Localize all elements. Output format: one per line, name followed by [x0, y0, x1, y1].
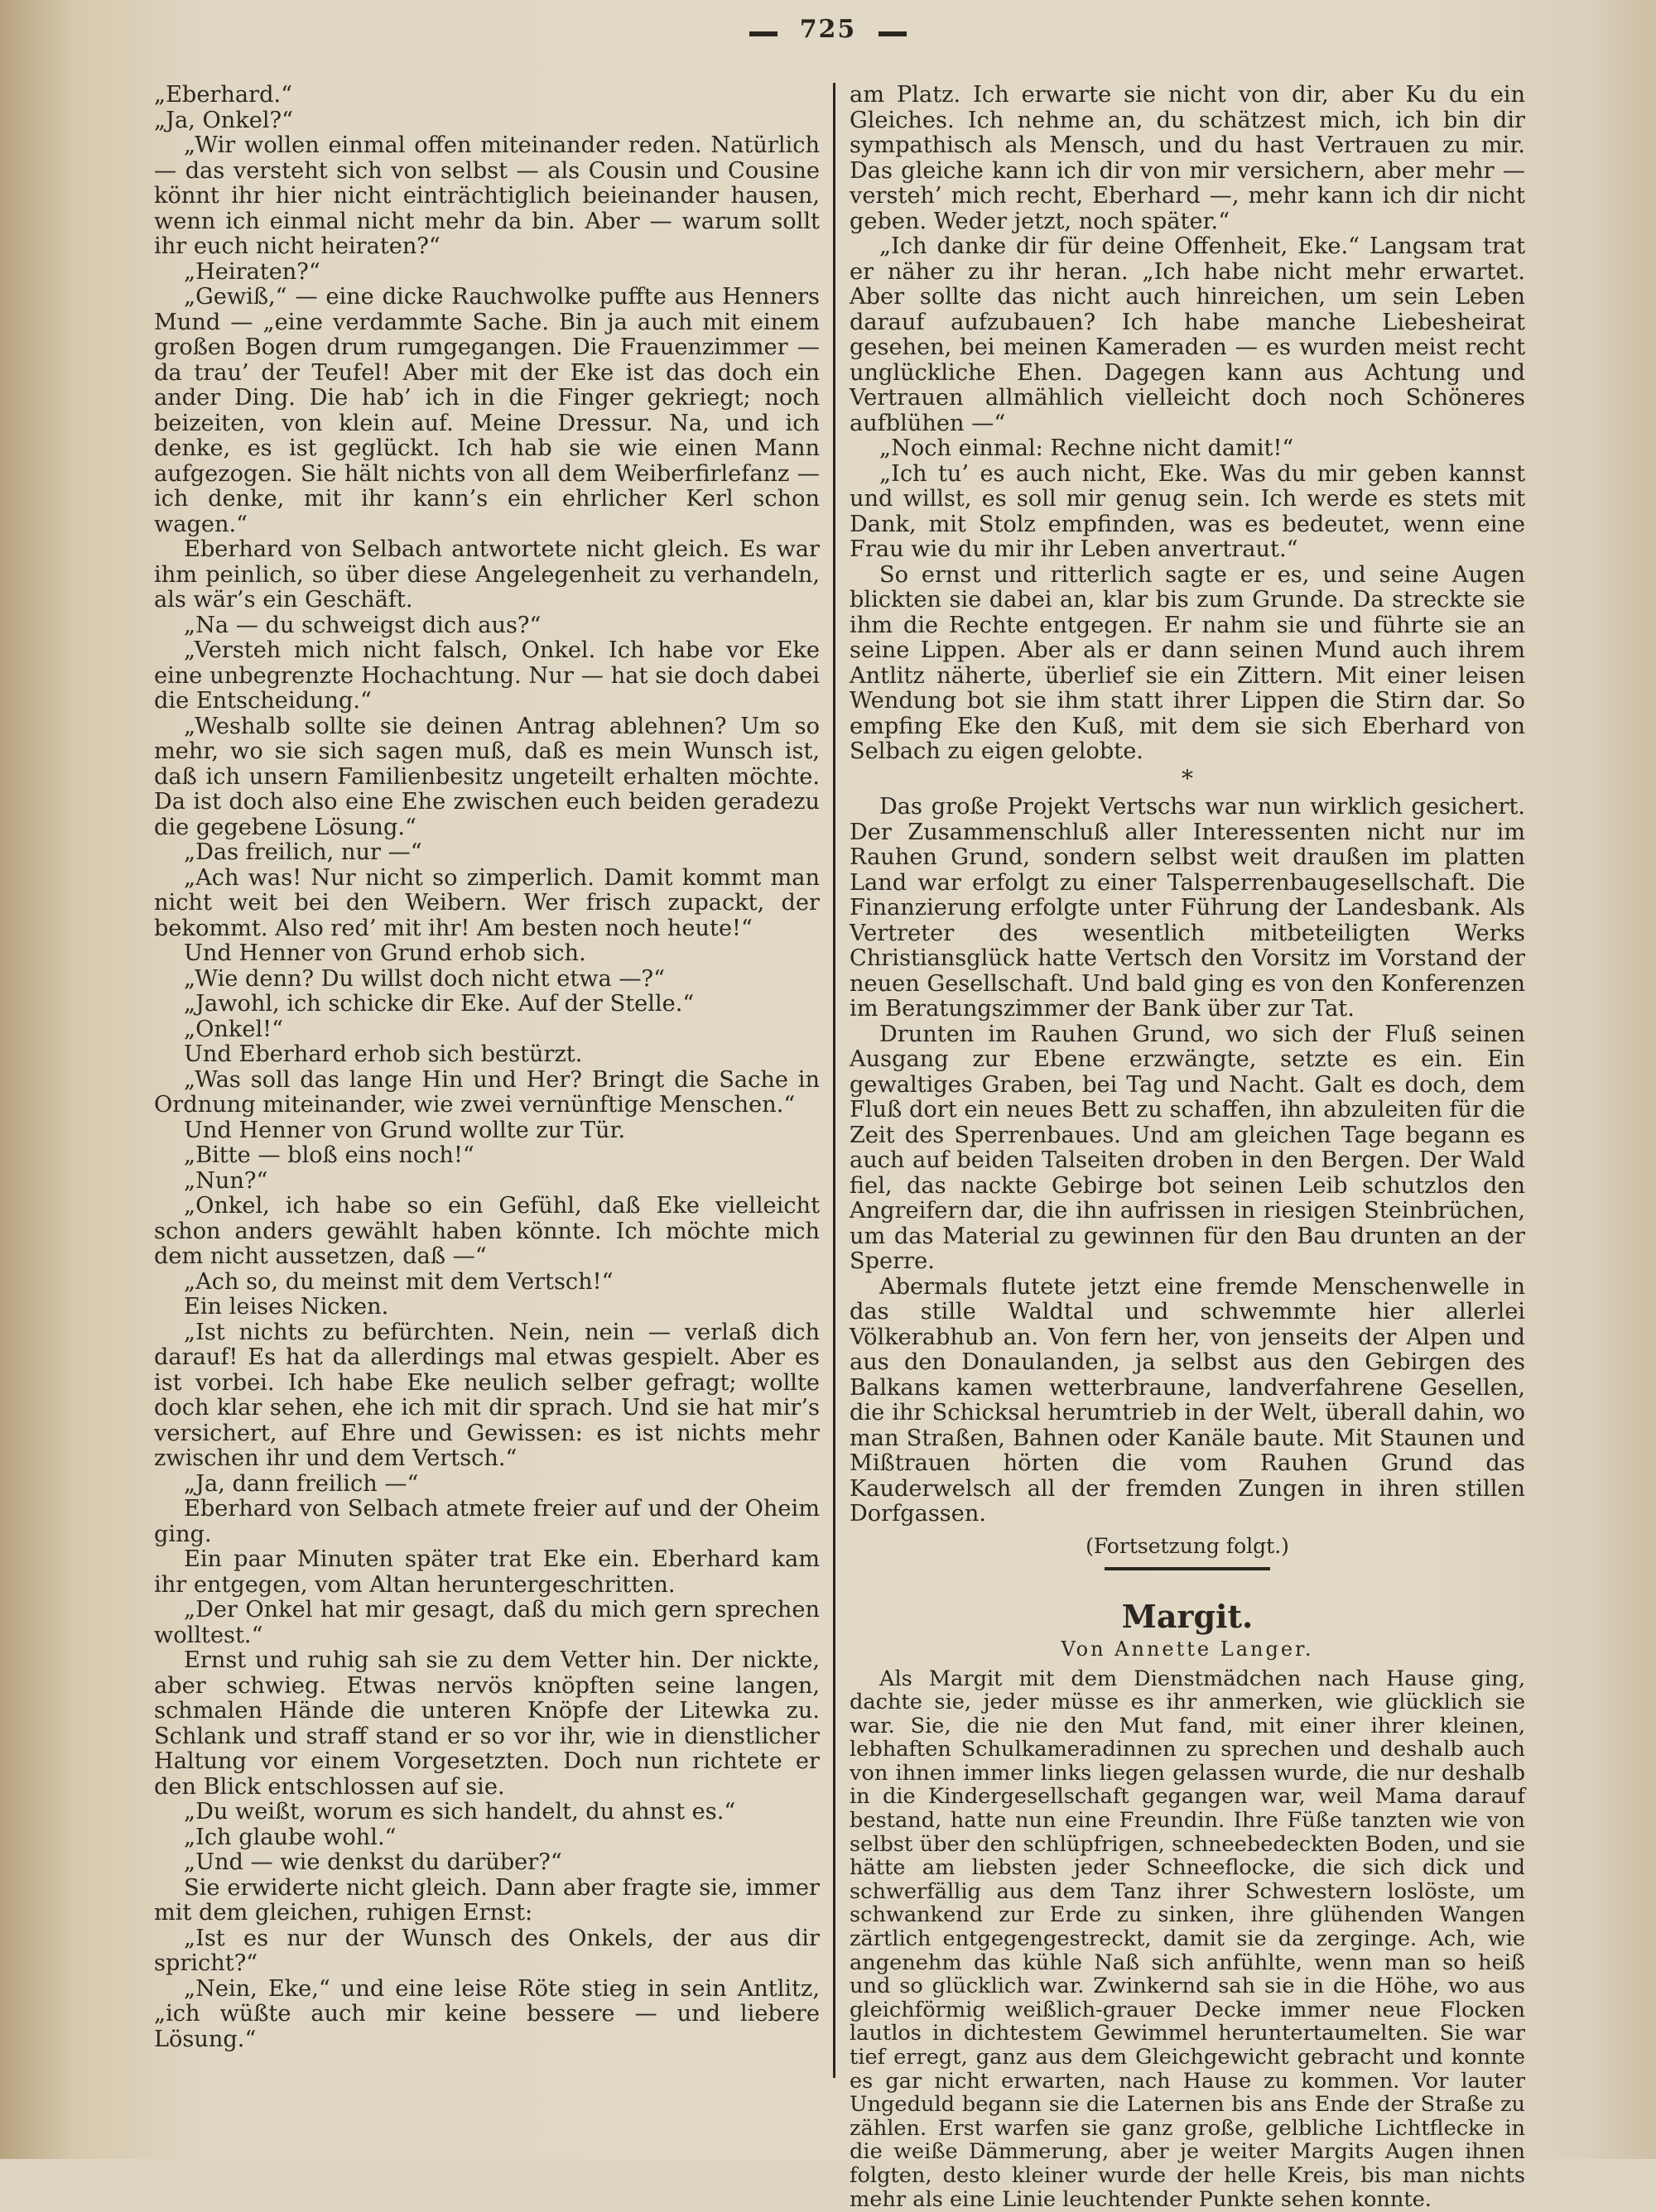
continued-note: (Fortsetzung folgt.): [1086, 1533, 1289, 1558]
paragraph: „Und — wie denkst du darüber?“: [184, 1849, 562, 1875]
paragraph: „Versteh mich nicht falsch, Onkel. Ich habe vor Eke eine unbegrenzte Hochachtung. Nur — hat sie doch dabei die Entscheidung.“: [154, 637, 820, 714]
paragraph: „Ist es nur der Wunsch des Onkels, der aus dir spricht?“: [154, 1925, 820, 1976]
right-column: [850, 83, 1525, 2211]
header-dash-left: [749, 31, 777, 36]
paragraph: „Jawohl, ich schicke dir Eke. Auf der Stelle.“: [184, 991, 695, 1017]
paragraph: „Was soll das lange Hin und Her? Bringt die Sache in Ordnung miteinander, wie zwei vernünftige Menschen.“: [154, 1066, 820, 1118]
paragraph: „Gewiß,“ — eine dicke Rauchwolke puffte aus Henners Mund — „eine verdammte Sache. Bin ja auch mit einem großen Bogen drum rumgegangen. Die Frauenzimmer — da trau’ der Teufel! Aber mit der Eke ist das doch ein ander Ding. Die hab’ ich in die Finger gekriegt; noch beizeiten, von klein auf. Meine Dressur. Na, und ich denke, es ist geglückt. Ich hab sie wie einen Mann aufgezogen. Sie hält nichts von all dem Weiberfirlefanz — ich denke, mit ihr kann’s ein ehrlicher Kerl schon wagen.“: [154, 284, 820, 537]
paragraph: „Nein, Eke,“ und eine leise Röte stieg in sein Antlitz, „ich wüßte auch mir keine bessere — und liebere Lösung.“: [154, 1975, 820, 2052]
paragraph: Das große Projekt Vertschs war nun wirklich gesichert. Der Zusammenschluß aller Interessenten nicht nur im Rauhen Grund, sondern selbst weit draußen im platten Land war erfolgt zu einer Talsperrenbaugesellschaft. Die Finanzierung erfolgte unter Führung der Landesbank. Als Vertreter des wesentlich mitbeteiligten Werks Christiansglück hatte Vertsch den Vorsitz im Vorstand der neuen Gesellschaft. Und bald ging es von den Konferenzen im Beratungszimmer der Bank über zur Tat.: [850, 794, 1525, 1022]
paragraph: „Ach so, du meinst mit dem Vertsch!“: [184, 1268, 614, 1295]
paragraph: „Na — du schweigst dich aus?“: [184, 612, 542, 638]
paragraph: „Ach was! Nur nicht so zimperlich. Damit kommt man nicht weit bei den Weibern. Wer frisch zupackt, der bekommt. Also red’ mit ihr! Am besten noch heute!“: [154, 864, 820, 941]
paragraph: „Onkel!“: [184, 1016, 283, 1042]
paragraph: „Der Onkel hat mir gesagt, daß du mich gern sprechen wolltest.“: [154, 1597, 820, 1648]
paragraph: Eberhard von Selbach antwortete nicht gleich. Es war ihm peinlich, so über diese Angelegenheit zu verhandeln, als wär’s ein Geschäft.: [154, 536, 820, 613]
paragraph: „Weshalb sollte sie deinen Antrag ablehnen? Um so mehr, wo sie sich sagen muß, daß es mein Wunsch ist, daß ich unsern Familienbesitz ungeteilt erhalten möchte. Da ist doch also eine Ehe zwischen euch beiden geradezu die gegebene Lösung.“: [154, 713, 820, 840]
page-number: 725: [799, 15, 857, 44]
paragraph: „Ist nichts zu befürchten. Nein, nein — verlaß dich darauf! Es hat da allerdings mal etwas gespielt. Aber es ist vorbei. Ich habe Eke neulich selber gefragt; wollte doch klar sehen, ehe ich mit dir sprach. Und sie hat mir’s versichert, auf Ehre und Gewissen: es ist nichts mehr zwischen ihr und dem Vertsch.“: [154, 1319, 820, 1471]
paragraph: „Wir wollen einmal offen miteinander reden. Natürlich — das versteht sich von selbst — als Cousin und Cousine könnt ihr hier nicht einträchtiglich beieinander hausen, wenn ich einmal nicht mehr da bin. Aber — warum sollt ihr euch nicht heiraten?“: [154, 132, 820, 259]
paragraph: Eberhard von Selbach atmete freier auf und der Oheim ging.: [154, 1496, 820, 1547]
story-body: [850, 1667, 1525, 2212]
paragraph: „Onkel, ich habe so ein Gefühl, daß Eke vielleicht schon anders gewählt haben könnte. Ich möchte mich dem nicht aussetzen, daß —“: [154, 1193, 820, 1269]
paragraph: „Nun?“: [184, 1167, 268, 1194]
header-dash-right: [879, 31, 907, 36]
column-divider: [833, 83, 835, 2078]
paragraph: „Ich danke dir für deine Offenheit, Eke.“ Langsam trat er näher zu ihr heran. „Ich habe nicht mehr erwartet. Aber sollte das nicht auch hinreichen, um sein Leben darauf aufzubauen? Ich habe manche Liebesheirat gesehen, bei meinen Kameraden — es wurden meist recht unglückliche Ehen. Dagegen kann aus Achtung und Vertrauen allmählich vielleicht doch noch Schöneres aufblühen —“: [850, 233, 1525, 436]
paragraph: „Noch einmal: Rechne nicht damit!“: [879, 435, 1294, 461]
paragraph: „Ich glaube wohl.“: [184, 1824, 397, 1850]
paragraph: Und Eberhard erhob sich bestürzt.: [184, 1041, 583, 1067]
page-header: [0, 15, 1656, 48]
paragraph: „Du weißt, worum es sich handelt, du ahnst es.“: [184, 1799, 736, 1825]
paragraph: Und Henner von Grund wollte zur Tür.: [184, 1117, 626, 1143]
paragraph: „Bitte — bloß eins noch!“: [184, 1142, 474, 1168]
paragraph: So ernst und ritterlich sagte er es, und seine Augen blickten sie dabei an, klar bis zum Grunde. Da streckte sie ihm die Rechte entgegen. Er nahm sie und führte sie an seine Lippen. Aber als er dann seinen Mund auch ihrem Antlitz näherte, überlief sie ein Zittern. Mit einer leisen Wendung bot sie ihm statt ihrer Lippen die Stirn dar. So empfing Eke den Kuß, mit dem sie sich Eberhard von Selbach zu eigen gelobte.: [850, 561, 1525, 764]
paragraph: Ein paar Minuten später trat Eke ein. Eberhard kam ihr entgegen, vom Altan heruntergeschritten.: [154, 1546, 820, 1598]
paragraph: „Ja, Onkel?“: [154, 107, 294, 133]
story-title: Margit.: [1121, 1598, 1254, 1635]
paragraph: Als Margit mit dem Dienstmädchen nach Hause ging, dachte sie, jeder müsse es ihr anmerken, wie glücklich sie war. Sie, die nie den Mut fand, mit einer ihrer kleinen, lebhaften Schulkameradinnen zu sprechen und deshalb auch von ihnen immer links liegen gelassen wurde, die nur deshalb in die Kindergesellschaft gegangen war, weil Mama darauf bestand, hatte nun eine Freundin. Ihre Füße tanzten wie von selbst über den schlüpfrigen, schneebedeckten Boden, und sie hätte am liebsten jeder Schneeflocke, die sich dick und schwerfällig aus dem Tanz ihrer Schwestern loslöste, um schwankend zur Erde zu sinken, ihre glühenden Wangen zärtlich entgegengestreckt, damit sie da zerginge. Ach, wie angenehm das kühle Naß sich anfühlte, wenn man so heiß und so glücklich war. Zwinkernd sah sie in die Höhe, wo aus gleichförmig weißlich-grauer Decke immer neue Flocken lautlos in dichtestem Gewimmel heruntertaumelten. Sie war tief erregt, ganz aus dem Gleichgewicht gebracht und konnte es gar nicht erwarten, nach Hause zu kommen. Vor lauter Ungeduld begann sie die Laternen bis ans Ende der Straße zu zählen. Erst warfen sie ganz große, gelbliche Lichtflecke in die weiße Dämmerung, aber je weiter Margits Augen ihnen folgten, desto kleiner wurde der helle Kreis, bis man nichts mehr als eine Linie leuchtender Punkte sehen konnte.: [850, 1666, 1525, 2212]
paragraph: Ernst und ruhig sah sie zu dem Vetter hin. Der nickte, aber schwieg. Etwas nervös knöpften seine langen, schmalen Hände die unteren Knöpfe der Litewka zu. Schlank und straff stand er so vor ihr, wie in dienstlicher Haltung vor einem Vorgesetzten. Doch nun richtete er den Blick entschlossen auf sie.: [154, 1647, 820, 1800]
paragraph: am Platz. Ich erwarte sie nicht von dir, aber Ku du ein Gleiches. Ich nehme an, du schätzest mich, ich bin dir sympathisch als Mensch, und du hast Vertrauen zu mir. Das gleiche kann ich dir von mir versichern, aber mehr — versteh’ mich recht, Eberhard —, mehr kann ich dir nicht geben. Weder jetzt, noch später.“: [850, 82, 1525, 234]
paragraph: Und Henner von Grund erhob sich.: [184, 940, 586, 966]
paragraph: „Eberhard.“: [154, 82, 293, 108]
story-byline: Von Annette Langer.: [1061, 1637, 1314, 1661]
section-separator: [1105, 1567, 1270, 1570]
paragraph: Abermals flutete jetzt eine fremde Menschenwelle in das stille Waldtal und schwemmte hier allerlei Völkerabhub an. Von fern her, von jenseits der Alpen und aus den Donaulanden, ja selbst aus den Gebirgen des Balkans kamen wetterbraune, landverfahrene Gesellen, die ihr Schicksal herumtrieb in der Welt, überall dahin, wo man Straßen, Bahnen oder Kanäle baute. Mit Staunen und Mißtrauen hörten die vom Rauhen Grund das Kauderwelsch all der fremden Zungen in ihren stillen Dorfgassen.: [850, 1273, 1525, 1527]
left-column: [154, 83, 820, 2052]
paragraph: Drunten im Rauhen Grund, wo sich der Fluß seinen Ausgang zur Ebene erzwängte, setzte es ein. Ein gewaltiges Graben, bei Tag und Nacht. Galt es doch, dem Fluß dort ein neues Bett zu schaffen, ihn abzuleiten für die Zeit des Sperrenbaues. Und am gleichen Tage begann es auch auf beiden Talseiten droben in den Bergen. Der Wald fiel, das nackte Gebirge bot seinen Leib schutzlos den Angreifern dar, die ihn aufrissen in riesigen Steinbrüchen, um das Material zu gewinnen für den Bau drunten an der Sperre.: [850, 1021, 1525, 1274]
paragraph: „Heiraten?“: [184, 258, 320, 285]
paragraph: Sie erwiderte nicht gleich. Dann aber fragte sie, immer mit dem gleichen, ruhigen Ernst:: [154, 1874, 820, 1926]
paragraph: Ein leises Nicken.: [184, 1294, 389, 1320]
section-star: *: [1182, 764, 1193, 792]
paragraph: „Das freilich, nur —“: [184, 839, 422, 865]
paragraph: „Ich tu’ es auch nicht, Eke. Was du mir geben kannst und willst, es soll mir genug sein. Ich werde es stets mit Dank, mit Stolz empfinden, was es bedeutet, wenn eine Frau wie du mir ihr Leben anvertraut.“: [850, 460, 1525, 562]
paragraph: „Wie denn? Du willst doch nicht etwa —?“: [184, 965, 666, 992]
paragraph: „Ja, dann freilich —“: [184, 1470, 419, 1497]
